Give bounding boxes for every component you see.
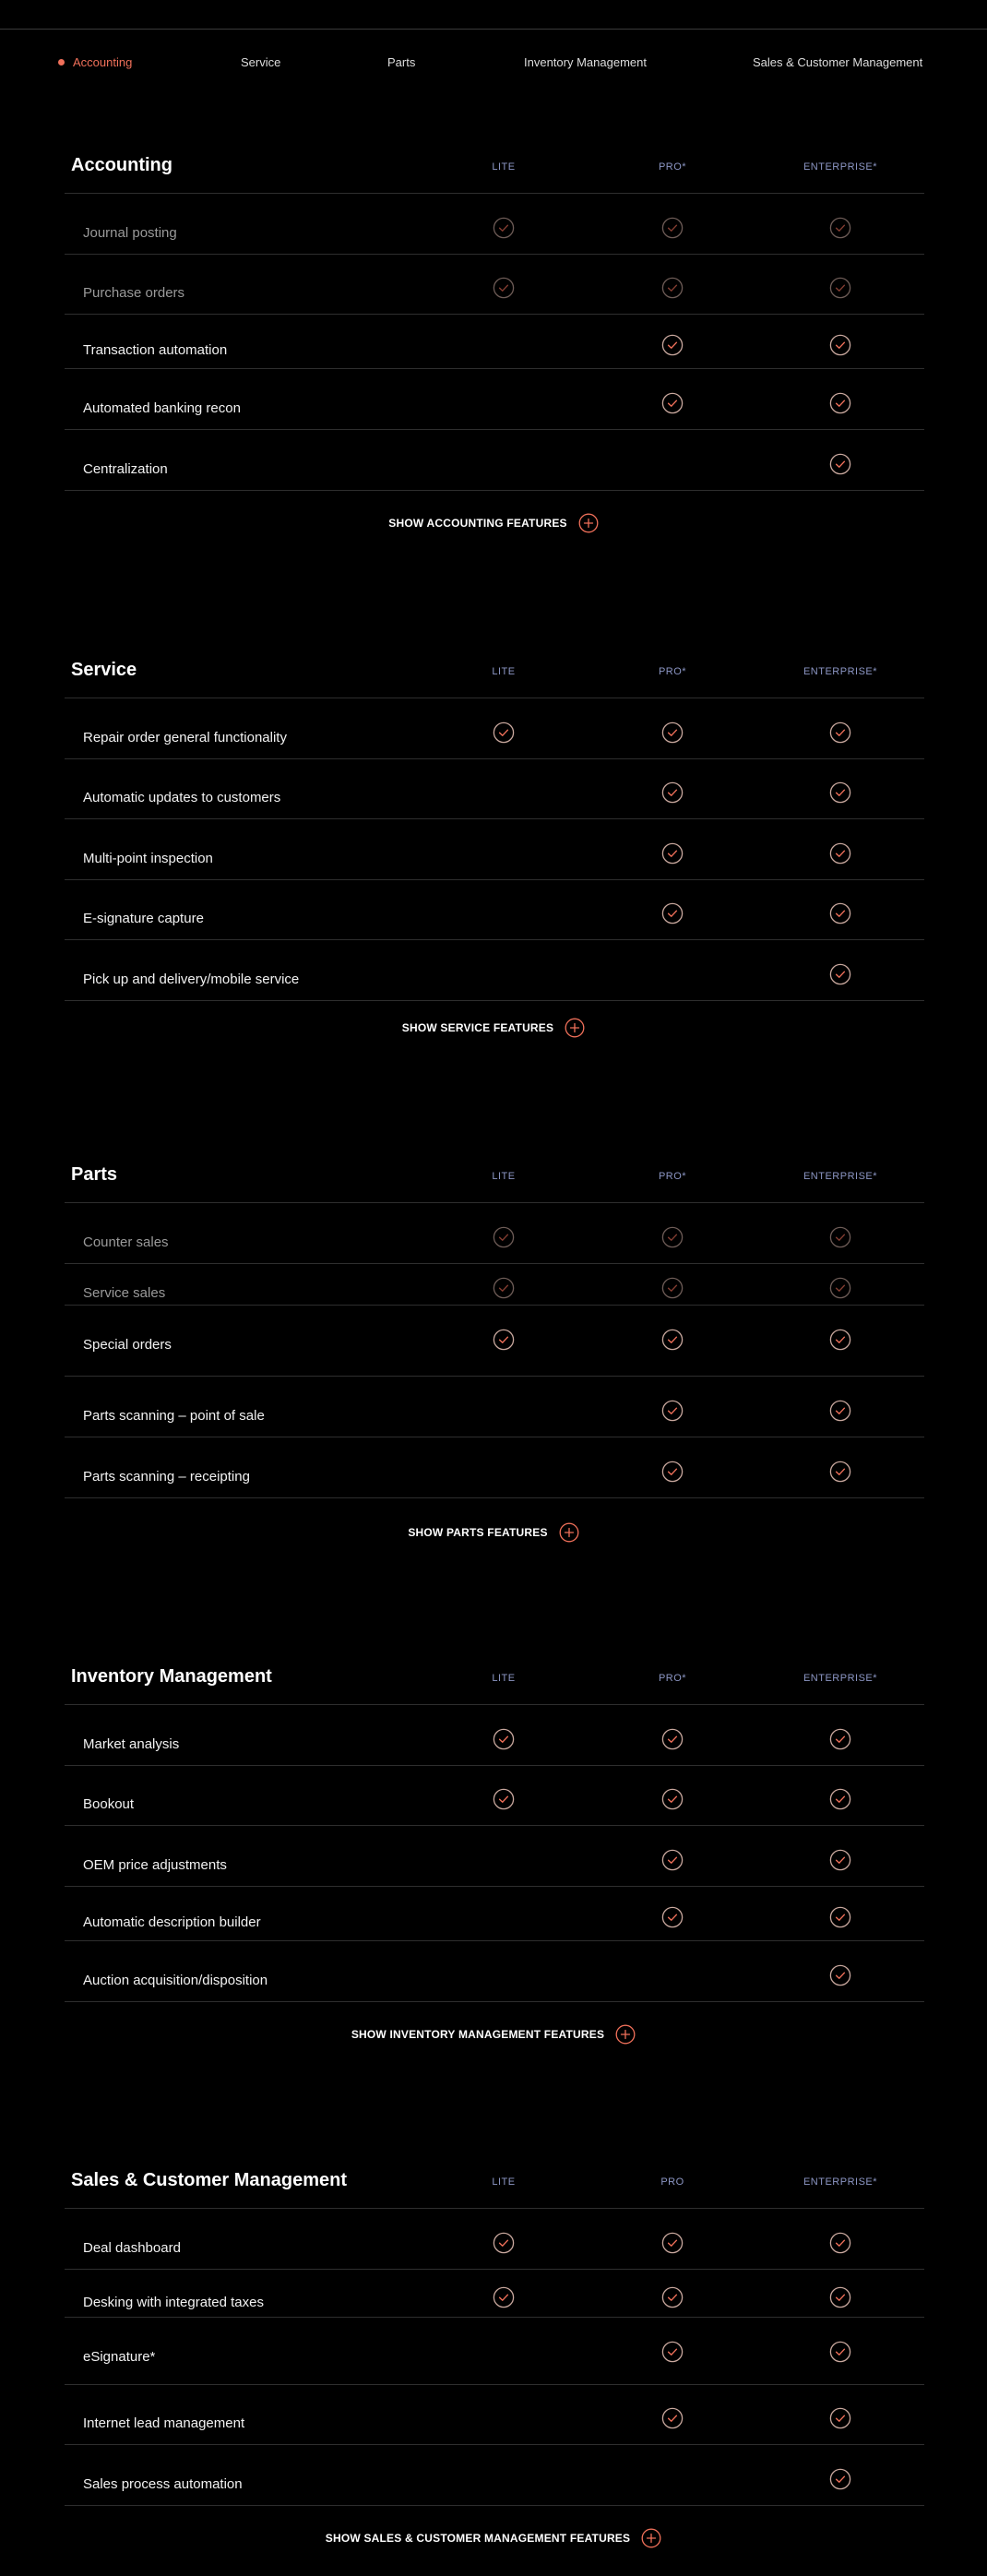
check-icon (829, 1400, 851, 1422)
feature-row (65, 759, 924, 819)
feature-label: Automatic description builder (83, 1914, 261, 1930)
feature-label: Market analysis (83, 1736, 180, 1752)
check-icon (493, 722, 515, 744)
check-icon (829, 2407, 851, 2429)
feature-label: Transaction automation (83, 342, 228, 358)
check-icon (661, 1788, 684, 1810)
feature-row (65, 1306, 924, 1377)
check-icon (829, 217, 851, 239)
feature-row (65, 2318, 924, 2385)
show-features-label: SHOW ACCOUNTING FEATURES (388, 517, 567, 530)
check-icon (661, 2341, 684, 2363)
nav-item-label: Parts (387, 55, 416, 69)
tier-header: ENTERPRISE* (803, 2176, 878, 2188)
feature-label: Service sales (83, 1285, 166, 1301)
check-icon (829, 902, 851, 924)
tier-header: PRO* (658, 161, 687, 173)
check-icon (661, 1226, 684, 1248)
check-icon (661, 1728, 684, 1750)
show-features-label: SHOW PARTS FEATURES (408, 1526, 548, 1539)
check-icon (829, 722, 851, 744)
feature-label: E-signature capture (83, 911, 204, 926)
check-icon (661, 1329, 684, 1351)
tier-header: LITE (492, 161, 516, 173)
feature-row (65, 2445, 924, 2506)
check-icon (493, 1226, 515, 1248)
check-icon (829, 963, 851, 985)
nav-item-label: Service (241, 55, 281, 69)
feature-row (65, 880, 924, 940)
check-icon (829, 1788, 851, 1810)
check-icon (829, 1906, 851, 1928)
plus-circle-icon (578, 513, 599, 533)
feature-label: OEM price adjustments (83, 1857, 227, 1873)
active-dot-icon (58, 59, 65, 66)
nav-item-sales-customer-management[interactable] (753, 55, 922, 69)
check-icon (661, 277, 684, 299)
feature-label: eSignature* (83, 2349, 156, 2365)
feature-row (65, 2385, 924, 2445)
check-icon (829, 1226, 851, 1248)
check-icon (829, 2468, 851, 2490)
section-parts (0, 1164, 987, 1561)
check-icon (829, 1277, 851, 1299)
section-nav (0, 52, 987, 74)
feature-row (65, 2209, 924, 2270)
nav-item-label: Accounting (73, 55, 133, 69)
feature-label: Repair order general functionality (83, 730, 287, 745)
section-title: Parts (71, 1164, 118, 1185)
check-icon (661, 392, 684, 414)
check-icon (661, 2232, 684, 2254)
feature-row (65, 1766, 924, 1826)
feature-row (65, 1377, 924, 1437)
section-title: Inventory Management (71, 1666, 272, 1687)
check-icon (829, 1329, 851, 1351)
show-accounting-features-button[interactable] (0, 513, 987, 541)
plus-circle-icon (641, 2528, 661, 2548)
section-service (0, 660, 987, 1056)
check-icon (661, 1277, 684, 1299)
check-icon (829, 277, 851, 299)
nav-item-label: Sales & Customer Management (753, 55, 923, 69)
check-icon (829, 1728, 851, 1750)
check-icon (661, 1906, 684, 1928)
check-icon (661, 1849, 684, 1871)
show-features-label: SHOW SALES & CUSTOMER MANAGEMENT FEATURES (325, 2532, 631, 2545)
tier-header: ENTERPRISE* (803, 161, 878, 173)
check-icon (661, 2407, 684, 2429)
feature-row (65, 1264, 924, 1306)
feature-row (65, 1437, 924, 1498)
feature-row (65, 1826, 924, 1887)
check-icon (493, 2232, 515, 2254)
check-icon (661, 1461, 684, 1483)
feature-label: Deal dashboard (83, 2240, 181, 2256)
show-features-label: SHOW INVENTORY MANAGEMENT FEATURES (351, 2028, 605, 2041)
feature-label: Parts scanning – point of sale (83, 1408, 265, 1424)
check-icon (661, 2286, 684, 2308)
check-icon (829, 334, 851, 356)
show-parts-features-button[interactable] (0, 1522, 987, 1550)
nav-item-inventory-management[interactable] (524, 55, 647, 69)
check-icon (493, 1277, 515, 1299)
feature-row (65, 698, 924, 759)
top-divider (0, 29, 987, 30)
feature-label: Parts scanning – receipting (83, 1469, 250, 1485)
plus-circle-icon (565, 1018, 585, 1038)
feature-label: Bookout (83, 1796, 135, 1812)
feature-label: Centralization (83, 461, 168, 477)
check-icon (829, 1964, 851, 1986)
feature-row (65, 194, 924, 255)
check-icon (661, 334, 684, 356)
feature-label: Auction acquisition/disposition (83, 1973, 268, 1988)
feature-row (65, 255, 924, 315)
tier-header: PRO* (658, 666, 687, 677)
section-title: Accounting (71, 155, 172, 175)
nav-item-parts[interactable] (387, 55, 415, 69)
feature-row (65, 1203, 924, 1264)
tier-header: ENTERPRISE* (803, 1171, 878, 1182)
check-icon (493, 277, 515, 299)
show-sales-customer-management-features-button[interactable] (0, 2528, 987, 2556)
check-icon (493, 1728, 515, 1750)
check-icon (493, 1788, 515, 1810)
feature-label: Special orders (83, 1337, 172, 1353)
section-title: Service (71, 660, 137, 680)
section-accounting (0, 155, 987, 552)
feature-label: Counter sales (83, 1234, 169, 1250)
feature-row (65, 315, 924, 369)
feature-row (65, 1887, 924, 1941)
feature-label: Automated banking recon (83, 400, 241, 416)
check-icon (829, 1461, 851, 1483)
check-icon (661, 722, 684, 744)
nav-item-service[interactable] (241, 55, 280, 69)
check-icon (493, 2286, 515, 2308)
tier-header: PRO* (658, 1673, 687, 1684)
check-icon (829, 2341, 851, 2363)
feature-label: Desking with integrated taxes (83, 2295, 264, 2310)
feature-label: Journal posting (83, 225, 177, 241)
show-service-features-button[interactable] (0, 1018, 987, 1045)
show-inventory-management-features-button[interactable] (0, 2024, 987, 2052)
section-title: Sales & Customer Management (71, 2170, 347, 2190)
tier-header: LITE (492, 2176, 516, 2188)
feature-label: Pick up and delivery/mobile service (83, 972, 300, 987)
nav-item-accounting[interactable] (73, 55, 132, 69)
tier-header: PRO* (658, 1171, 687, 1182)
check-icon (493, 1329, 515, 1351)
feature-row (65, 940, 924, 1001)
check-icon (829, 453, 851, 475)
check-icon (661, 781, 684, 804)
tier-header: ENTERPRISE* (803, 666, 878, 677)
tier-header: LITE (492, 1171, 516, 1182)
plus-circle-icon (615, 2024, 636, 2045)
feature-row (65, 819, 924, 880)
feature-label: Sales process automation (83, 2476, 243, 2492)
tier-header: PRO (660, 2176, 684, 2188)
tier-header: ENTERPRISE* (803, 1673, 878, 1684)
plus-circle-icon (559, 1522, 579, 1543)
feature-label: Automatic updates to customers (83, 790, 281, 805)
feature-row (65, 430, 924, 491)
check-icon (829, 2232, 851, 2254)
check-icon (661, 217, 684, 239)
check-icon (829, 1849, 851, 1871)
feature-row (65, 1941, 924, 2002)
section-sales-customer-management (0, 2170, 987, 2567)
nav-item-label: Inventory Management (524, 55, 647, 69)
feature-row (65, 369, 924, 430)
feature-label: Internet lead management (83, 2415, 245, 2431)
feature-row (65, 2270, 924, 2318)
show-features-label: SHOW SERVICE FEATURES (401, 1021, 554, 1034)
check-icon (661, 902, 684, 924)
check-icon (829, 781, 851, 804)
check-icon (661, 842, 684, 865)
feature-row (65, 1705, 924, 1766)
check-icon (829, 392, 851, 414)
feature-label: Multi-point inspection (83, 851, 213, 866)
check-icon (661, 1400, 684, 1422)
section-inventory-management (0, 1666, 987, 2063)
check-icon (493, 217, 515, 239)
check-icon (829, 842, 851, 865)
tier-header: LITE (492, 666, 516, 677)
tier-header: LITE (492, 1673, 516, 1684)
feature-label: Purchase orders (83, 285, 185, 301)
check-icon (829, 2286, 851, 2308)
